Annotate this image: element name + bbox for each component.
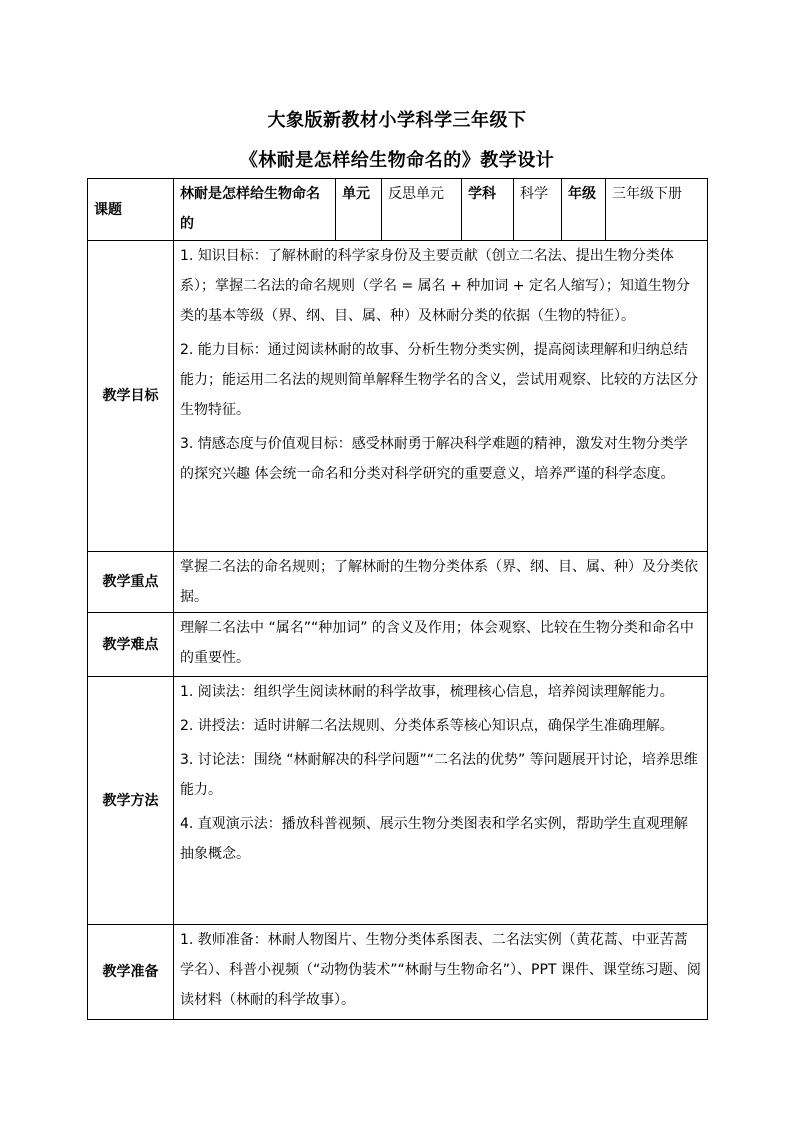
- subject-label: 学科: [462, 179, 514, 241]
- unit-value: 反思单元: [382, 179, 462, 241]
- focus-row: [88, 552, 708, 613]
- topic-value: 林耐是怎样给生物命名的: [174, 179, 336, 241]
- methods-label: 教学方法: [88, 677, 174, 925]
- goals-label: 教学目标: [88, 241, 174, 552]
- header-row: [88, 179, 708, 241]
- grade-label: 年级: [562, 179, 606, 241]
- goal-knowledge: 1. 知识目标：了解林耐的科学家身份及主要贡献（创立二名法、提出生物分类体系）；掌握二名法的命名规则（学名 = 属名 + 种加词 + 定名人缩写）；知道生物分类的基本等级（界、纲、目、属、种）及林耐分类的依据（生物的特征）。: [180, 248, 690, 324]
- methods-content: [174, 677, 708, 925]
- prep-label: 教学准备: [88, 925, 174, 1020]
- subject-value: 科学: [514, 179, 562, 241]
- focus-text: 掌握二名法的命名规则；了解林耐的生物分类体系（界、纲、目、属、种）及分类依据。: [174, 552, 708, 613]
- difficulty-text: 理解二名法中 “属名”“种加词” 的含义及作用；体会观察、比较在生物分类和命名中的重要性。: [174, 613, 708, 677]
- prep-row: [88, 925, 708, 1020]
- lesson-plan-table: [87, 178, 708, 1020]
- unit-label: 单元: [336, 179, 382, 241]
- document-subtitle: 《林耐是怎样给生物命名的》教学设计: [239, 150, 555, 171]
- topic-label: 课题: [88, 179, 174, 241]
- method-discussion: 3. 讨论法：围绕 “林耐解决的科学问题”“二名法的优势” 等问题展开讨论，培养思维能力。: [180, 752, 698, 798]
- methods-row: [88, 677, 708, 925]
- prep-content: [174, 925, 708, 1020]
- document-title: 大象版新教材小学科学三年级下: [267, 110, 527, 131]
- grade-value: 三年级下册: [606, 179, 708, 241]
- focus-label: 教学重点: [88, 552, 174, 613]
- difficulty-row: [88, 613, 708, 677]
- method-reading: 1. 阅读法：组织学生阅读林耐的科学故事，梳理核心信息，培养阅读理解能力。: [180, 684, 674, 700]
- goal-ability: 2. 能力目标：通过阅读林耐的故事、分析生物分类实例，提高阅读理解和归纳总结能力；能运用二名法的规则简单解释生物学名的含义，尝试用观察、比较的方法区分生物特征。: [180, 342, 698, 418]
- difficulty-label: 教学难点: [88, 613, 174, 677]
- goals-row: [88, 241, 708, 552]
- goals-content: [174, 241, 708, 552]
- method-lecture: 2. 讲授法：适时讲解二名法规则、分类体系等核心知识点，确保学生准确理解。: [180, 718, 674, 734]
- goal-attitude: 3. 情感态度与价值观目标：感受林耐勇于解决科学难题的精神，激发对生物分类学的探究兴趣 体会统一命名和分类对科学研究的重要意义，培养严谨的科学态度。: [180, 436, 688, 482]
- method-demonstration: 4. 直观演示法：播放科普视频、展示生物分类图表和学名实例，帮助学生直观理解抽象概念。: [180, 816, 688, 862]
- prep-teacher: 1. 教师准备：林耐人物图片、生物分类体系图表、二名法实例（黄花蒿、中亚苦蒿学名）、科普小视频（“动物伪装术”“林耐与生物命名”）、PPT 课件、课堂练习题、阅读材料（林耐的科学故事）。: [180, 932, 701, 1008]
